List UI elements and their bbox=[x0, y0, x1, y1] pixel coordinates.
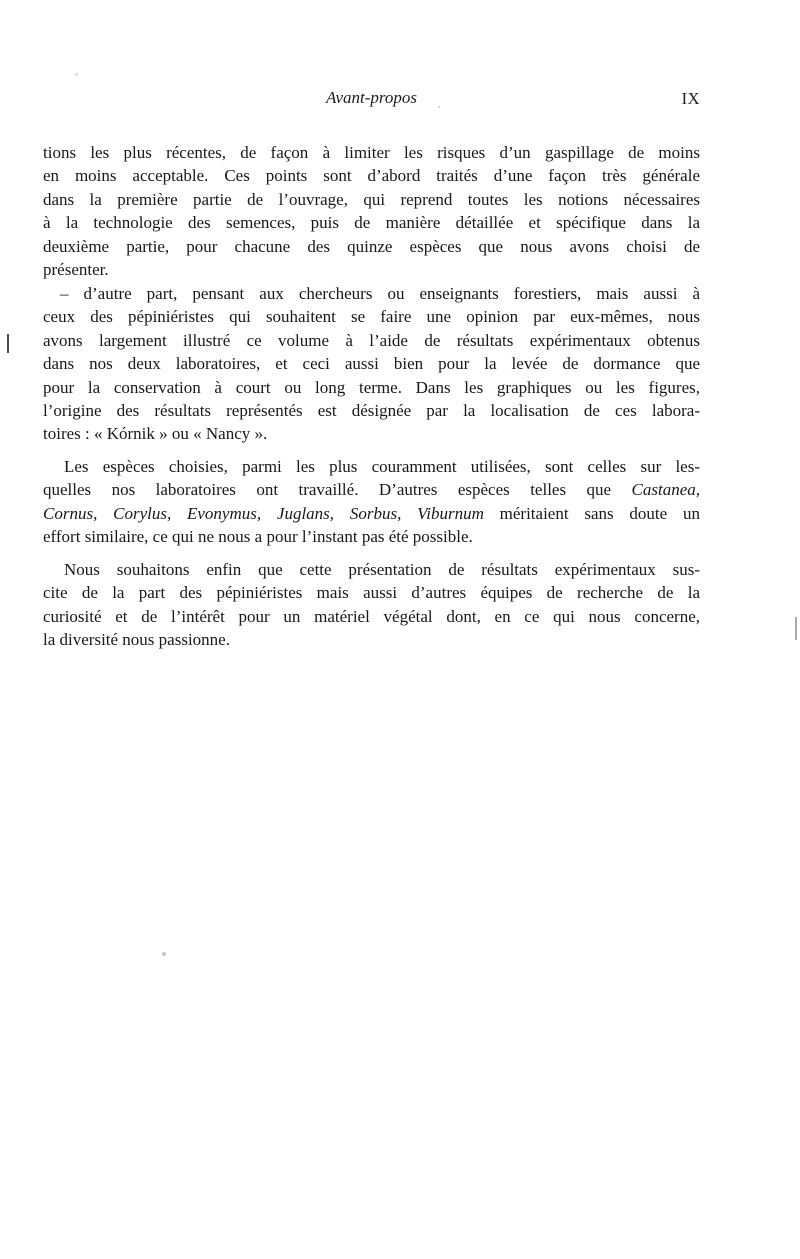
text-line: à la technologie des semences, puis de manière détaillée et spécifique dans la bbox=[43, 213, 700, 233]
body-text bbox=[43, 141, 700, 652]
text-line: curiosité et de l’intérêt pour un matériel végétal dont, en ce qui nous concerne, bbox=[43, 606, 700, 626]
text-line: cite de la part des pépiniéristes mais aussi d’autres équipes de recherche de la bbox=[43, 583, 700, 603]
text-line: tions les plus récentes, de façon à limiter les risques d’un gaspillage de moins bbox=[43, 143, 700, 162]
text-line: avons largement illustré ce volume à l’aide de résultats expérimentaux obtenus bbox=[43, 330, 700, 350]
text-line: Les espèces choisies, parmi les plus couramment utilisées, sont celles sur les- bbox=[64, 456, 700, 476]
text-line: en moins acceptable. Ces points sont d’abord traités d’une façon très générale bbox=[43, 166, 700, 186]
text-line: pour la conservation à court ou long terme. Dans les graphiques ou les figures, bbox=[43, 377, 700, 397]
page-header bbox=[43, 88, 700, 112]
text-line: Cornus, Corylus, Evonymus, Juglans, Sorbus, Viburnum méritaient sans doute un bbox=[43, 503, 700, 523]
text-line: quelles nos laboratoires ont travaillé. D’autres espèces telles que Castanea, bbox=[43, 480, 700, 500]
scan-artifact-speck bbox=[75, 73, 78, 76]
text-line: la diversité nous passionne. bbox=[43, 630, 230, 650]
scan-artifact-speck bbox=[438, 106, 440, 108]
text-line: dans nos deux laboratoires, et ceci aussi bien pour la levée de dormance que bbox=[43, 354, 700, 374]
text-line: effort similaire, ce qui ne nous a pour l’instant pas été possible. bbox=[43, 527, 473, 547]
paragraph-2 bbox=[43, 282, 700, 446]
text-line: Nous souhaitons enfin que cette présentation de résultats expérimentaux sus- bbox=[64, 559, 700, 579]
running-title: Avant-propos bbox=[326, 88, 417, 107]
paragraph-4 bbox=[43, 558, 700, 652]
text-line: deuxième partie, pour chacune des quinze espèces que nous avons choisi de bbox=[43, 236, 700, 256]
scan-artifact-margin-bar-left bbox=[7, 334, 9, 353]
paragraph-3 bbox=[43, 455, 700, 549]
text-line: ceux des pépiniéristes qui souhaitent se faire une opinion par eux-mêmes, nous bbox=[43, 307, 700, 327]
page-number: IX bbox=[681, 89, 700, 108]
scan-artifact-speck bbox=[162, 952, 166, 956]
text-line: dans la première partie de l’ouvrage, qui reprend toutes les notions nécessaires bbox=[43, 189, 700, 209]
text-line: – d’autre part, pensant aux chercheurs ou enseignants forestiers, mais aussi à bbox=[60, 283, 700, 303]
text-line: présenter. bbox=[43, 260, 109, 280]
paragraph-1 bbox=[43, 141, 700, 282]
text-line: toires : « Kórnik » ou « Nancy ». bbox=[43, 424, 268, 444]
text-line: l’origine des résultats représentés est désignée par la localisation de ces labora- bbox=[43, 400, 700, 420]
scan-artifact-margin-bar-right bbox=[795, 617, 797, 640]
